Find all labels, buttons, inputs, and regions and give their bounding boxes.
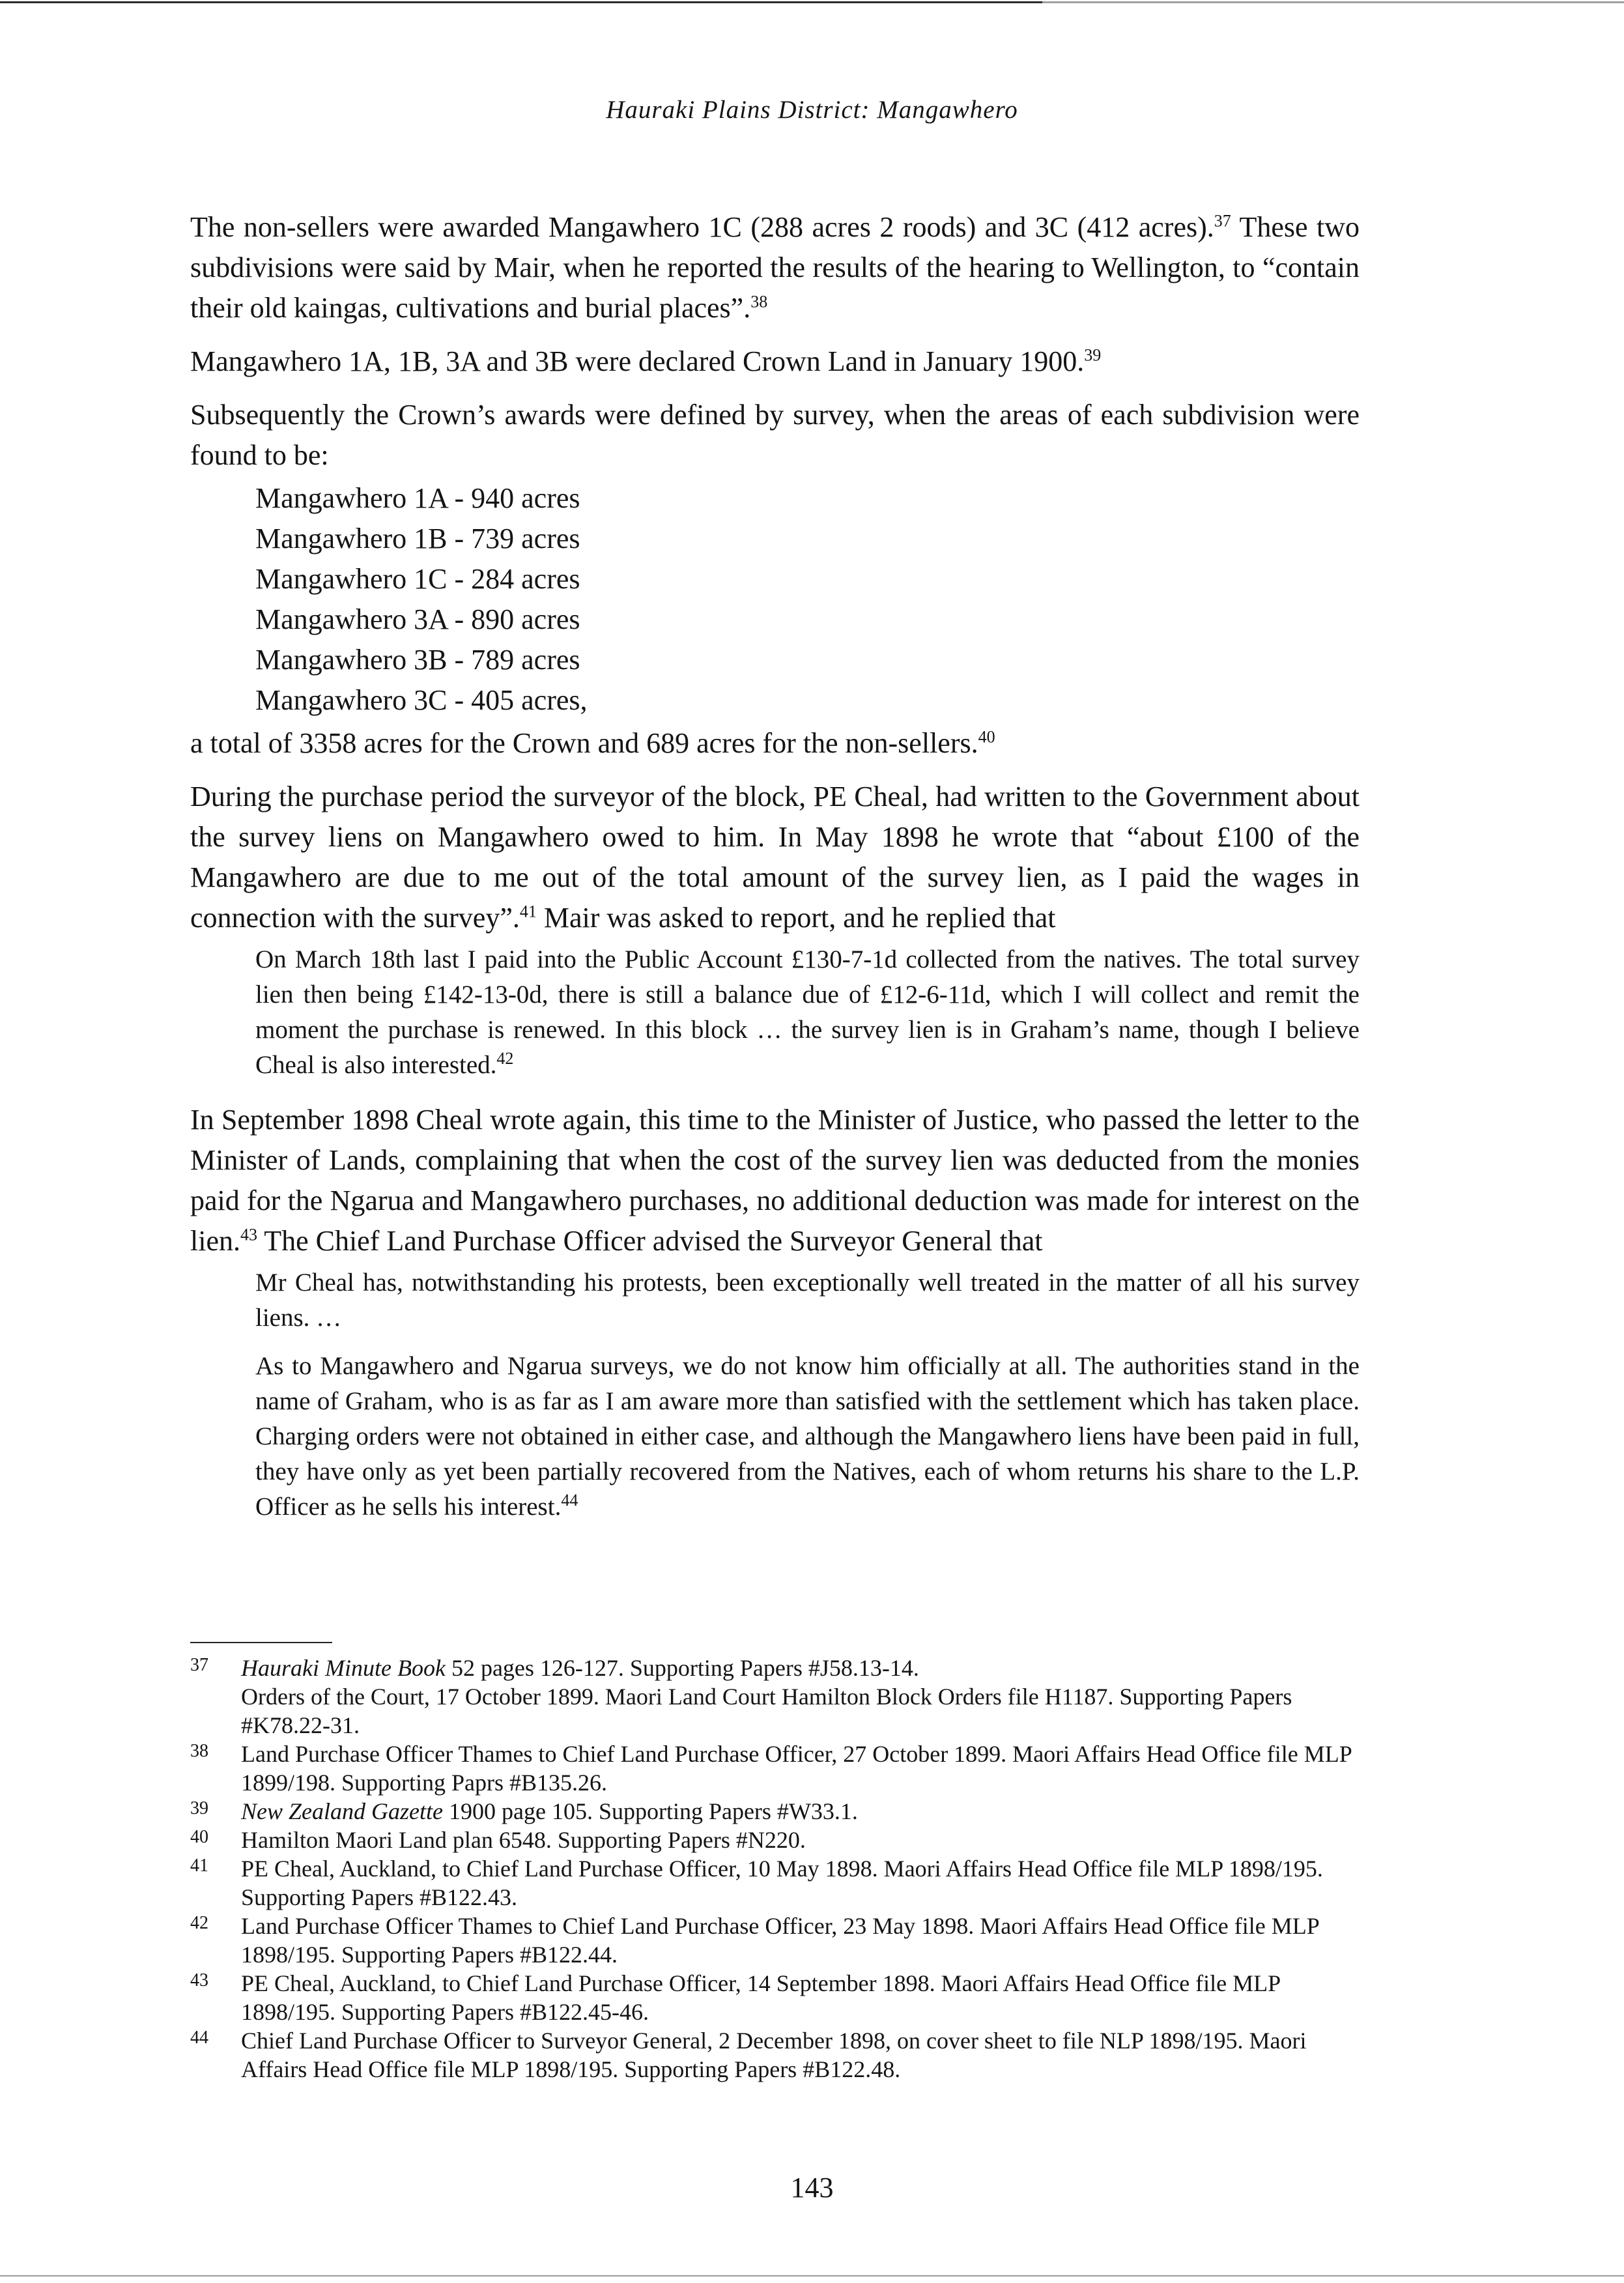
- footnote-37: [190, 1654, 1360, 1740]
- footnote-number: 40: [190, 1827, 208, 1847]
- footnote-second-entry: Orders of the Court, 17 October 1899. Maori Land Court Hamilton Block Orders file H1187. Supporting Papers #K78.22-31.: [241, 1684, 1292, 1738]
- body-text: [190, 207, 1360, 1542]
- footnote-body: Land Purchase Officer Thames to Chief Land Purchase Officer, 27 October 1899. Maori Affairs Head Office file MLP 1899/198. Supporting Paprs #B135.26.: [241, 1741, 1352, 1796]
- paragraph-text: The non-sellers were awarded Mangawhero 1C (288 acres 2 roods) and 3C (412 acres).: [190, 211, 1214, 243]
- footnote-body: Hamilton Maori Land plan 6548. Supporting Papers #N220.: [241, 1827, 806, 1853]
- paragraph-text: Subsequently the Crown’s awards were defined by survey, when the areas of each subdivision were found to be:: [190, 399, 1360, 471]
- top-border-fade: [1042, 1, 1624, 4]
- paragraph-non-sellers: [190, 207, 1360, 328]
- footnote-text: [241, 2026, 1360, 2084]
- footnote-body: 52 pages 126-127. Supporting Papers #J58.13-14.: [445, 1655, 919, 1681]
- page-number: 143: [790, 2172, 834, 2204]
- footnote-number: 44: [190, 2028, 208, 2048]
- paragraph-cheal-liens: [190, 777, 1360, 938]
- footnote-body: 1900 page 105. Supporting Papers #W33.1.: [442, 1798, 858, 1824]
- footnote-42: [190, 1912, 1360, 1969]
- footnote-ref-42[interactable]: 42: [496, 1049, 514, 1068]
- list-item: Mangawhero 1C - 284 acres: [255, 563, 580, 595]
- footnote-44: [190, 2026, 1360, 2084]
- footnote-number: 42: [190, 1913, 208, 1933]
- quote-paragraph: [255, 1349, 1360, 1525]
- footnote-number: 39: [190, 1798, 208, 1818]
- paragraph-text: Mangawhero 1A, 1B, 3A and 3B were declared Crown Land in January 1900.: [190, 345, 1085, 377]
- paragraph-total: [190, 723, 1360, 764]
- footnote-text: [241, 1654, 1360, 1740]
- footnote-ref-41[interactable]: 41: [519, 902, 537, 921]
- footnote-text: [241, 1826, 1360, 1854]
- footnote-number: 43: [190, 1970, 208, 1990]
- footnote-text: [241, 1912, 1360, 1969]
- paragraph-text: During the purchase period the surveyor of the block, PE Cheal, had written to the Government about the survey liens on Mangawhero owed to him. In May 1898 he wrote that “about £100 of the Mangawhero are due to me out of the total amount of the survey lien, as I paid the wages in connection with the survey”.: [190, 781, 1360, 934]
- subdivision-list: [255, 478, 1360, 721]
- bottom-border-rule: [0, 2275, 1624, 2276]
- paragraph-text: Mair was asked to report, and he replied that: [536, 902, 1056, 934]
- footnote-text: [241, 1797, 1360, 1826]
- paragraph-text: The Chief Land Purchase Officer advised the Surveyor General that: [257, 1225, 1043, 1257]
- footnote-ref-38[interactable]: 38: [750, 292, 768, 311]
- footnote-text: [241, 1854, 1360, 1912]
- footnote-body: Land Purchase Officer Thames to Chief Land Purchase Officer, 23 May 1898. Maori Affairs Head Office file MLP 1898/195. Supporting Papers #B122.44.: [241, 1913, 1319, 1968]
- paragraph-text: a total of 3358 acres for the Crown and 689 acres for the non-sellers.: [190, 727, 978, 759]
- footnote-ref-39[interactable]: 39: [1084, 345, 1102, 365]
- footnote-ref-37[interactable]: 37: [1214, 211, 1231, 231]
- footnote-38: [190, 1740, 1360, 1797]
- footnote-separator: [190, 1642, 332, 1643]
- paragraph-text: In September 1898 Cheal wrote again, this time to the Minister of Justice, who passed the letter to the Minister of Lands, complaining that when the cost of the survey lien was deducted from the monies paid for the Ngarua and Mangawhero purchases, no additional deduction was made for interest on the lien.: [190, 1104, 1360, 1257]
- block-quote-land-purchase-officer: [255, 1265, 1360, 1525]
- block-quote-mair: [255, 942, 1360, 1083]
- footnote-body: Chief Land Purchase Officer to Surveyor General, 2 December 1898, on cover sheet to file NLP 1898/195. Maori Affairs Head Office file MLP 1898/195. Supporting Papers #B122.48.: [241, 2028, 1307, 2082]
- paragraph-cheal-september: [190, 1100, 1360, 1261]
- list-item: Mangawhero 3B - 789 acres: [255, 644, 580, 676]
- footnote-ref-44[interactable]: 44: [561, 1491, 578, 1510]
- footnote-number: 37: [190, 1655, 208, 1675]
- footnote-ref-43[interactable]: 43: [240, 1225, 257, 1244]
- footnote-number: 41: [190, 1856, 208, 1876]
- footnote-40: [190, 1826, 1360, 1854]
- list-item: Mangawhero 1A - 940 acres: [255, 482, 580, 514]
- list-item: Mangawhero 3A - 890 acres: [255, 603, 580, 635]
- footnote-italic-title: Hauraki Minute Book: [241, 1655, 446, 1681]
- quote-text: Mr Cheal has, notwithstanding his protests, been exceptionally well treated in the matter of all his survey liens. …: [255, 1269, 1360, 1332]
- footnote-41: [190, 1854, 1360, 1912]
- footnote-number: 38: [190, 1741, 208, 1761]
- quote-text: As to Mangawhero and Ngarua surveys, we do not know him officially at all. The authorities stand in the name of Graham, who is as far as I am aware more than satisfied with the settlement which has taken place. Charging orders were not obtained in either case, and although the Mangawhero liens have been paid in full, they have only as yet been partially recovered from the Natives, each of whom returns his share to the L.P. Officer as he sells his interest.: [255, 1352, 1360, 1521]
- footnote-body: PE Cheal, Auckland, to Chief Land Purchase Officer, 10 May 1898. Maori Affairs Head Office file MLP 1898/195. Supporting Papers #B122.43.: [241, 1856, 1323, 1910]
- footnote-ref-40[interactable]: 40: [978, 727, 995, 747]
- footnote-body: PE Cheal, Auckland, to Chief Land Purchase Officer, 14 September 1898. Maori Affairs Head Office file MLP 1898/195. Supporting Papers #B122.45-46.: [241, 1970, 1280, 2025]
- running-head: Hauraki Plains District: Mangawhero: [606, 96, 1018, 124]
- footnote-italic-title: New Zealand Gazette: [241, 1798, 443, 1824]
- footnote-text: [241, 1740, 1360, 1797]
- quote-text: On March 18th last I paid into the Public Account £130-7-1d collected from the natives. The total survey lien then being £142-13-0d, there is still a balance due of £12-6-11d, which I will collect and remit the moment the purchase is renewed. In this block … the survey lien is in Graham’s name, though I believe Cheal is also interested.: [255, 945, 1360, 1079]
- footnote-39: [190, 1797, 1360, 1826]
- quote-paragraph: [255, 1265, 1360, 1336]
- paragraph-survey-areas: [190, 395, 1360, 476]
- footnotes: [190, 1654, 1360, 2084]
- list-item: Mangawhero 3C - 405 acres,: [255, 684, 588, 716]
- paragraph-text: These two subdivisions were said by Mair, when he reported the results of the hearing to Wellington, to “contain their old kaingas, cultivations and burial places”.: [190, 211, 1360, 324]
- paragraph-crown-land: [190, 341, 1360, 382]
- footnote-43: [190, 1969, 1360, 2026]
- list-item: Mangawhero 1B - 739 acres: [255, 523, 580, 554]
- footnote-text: [241, 1969, 1360, 2026]
